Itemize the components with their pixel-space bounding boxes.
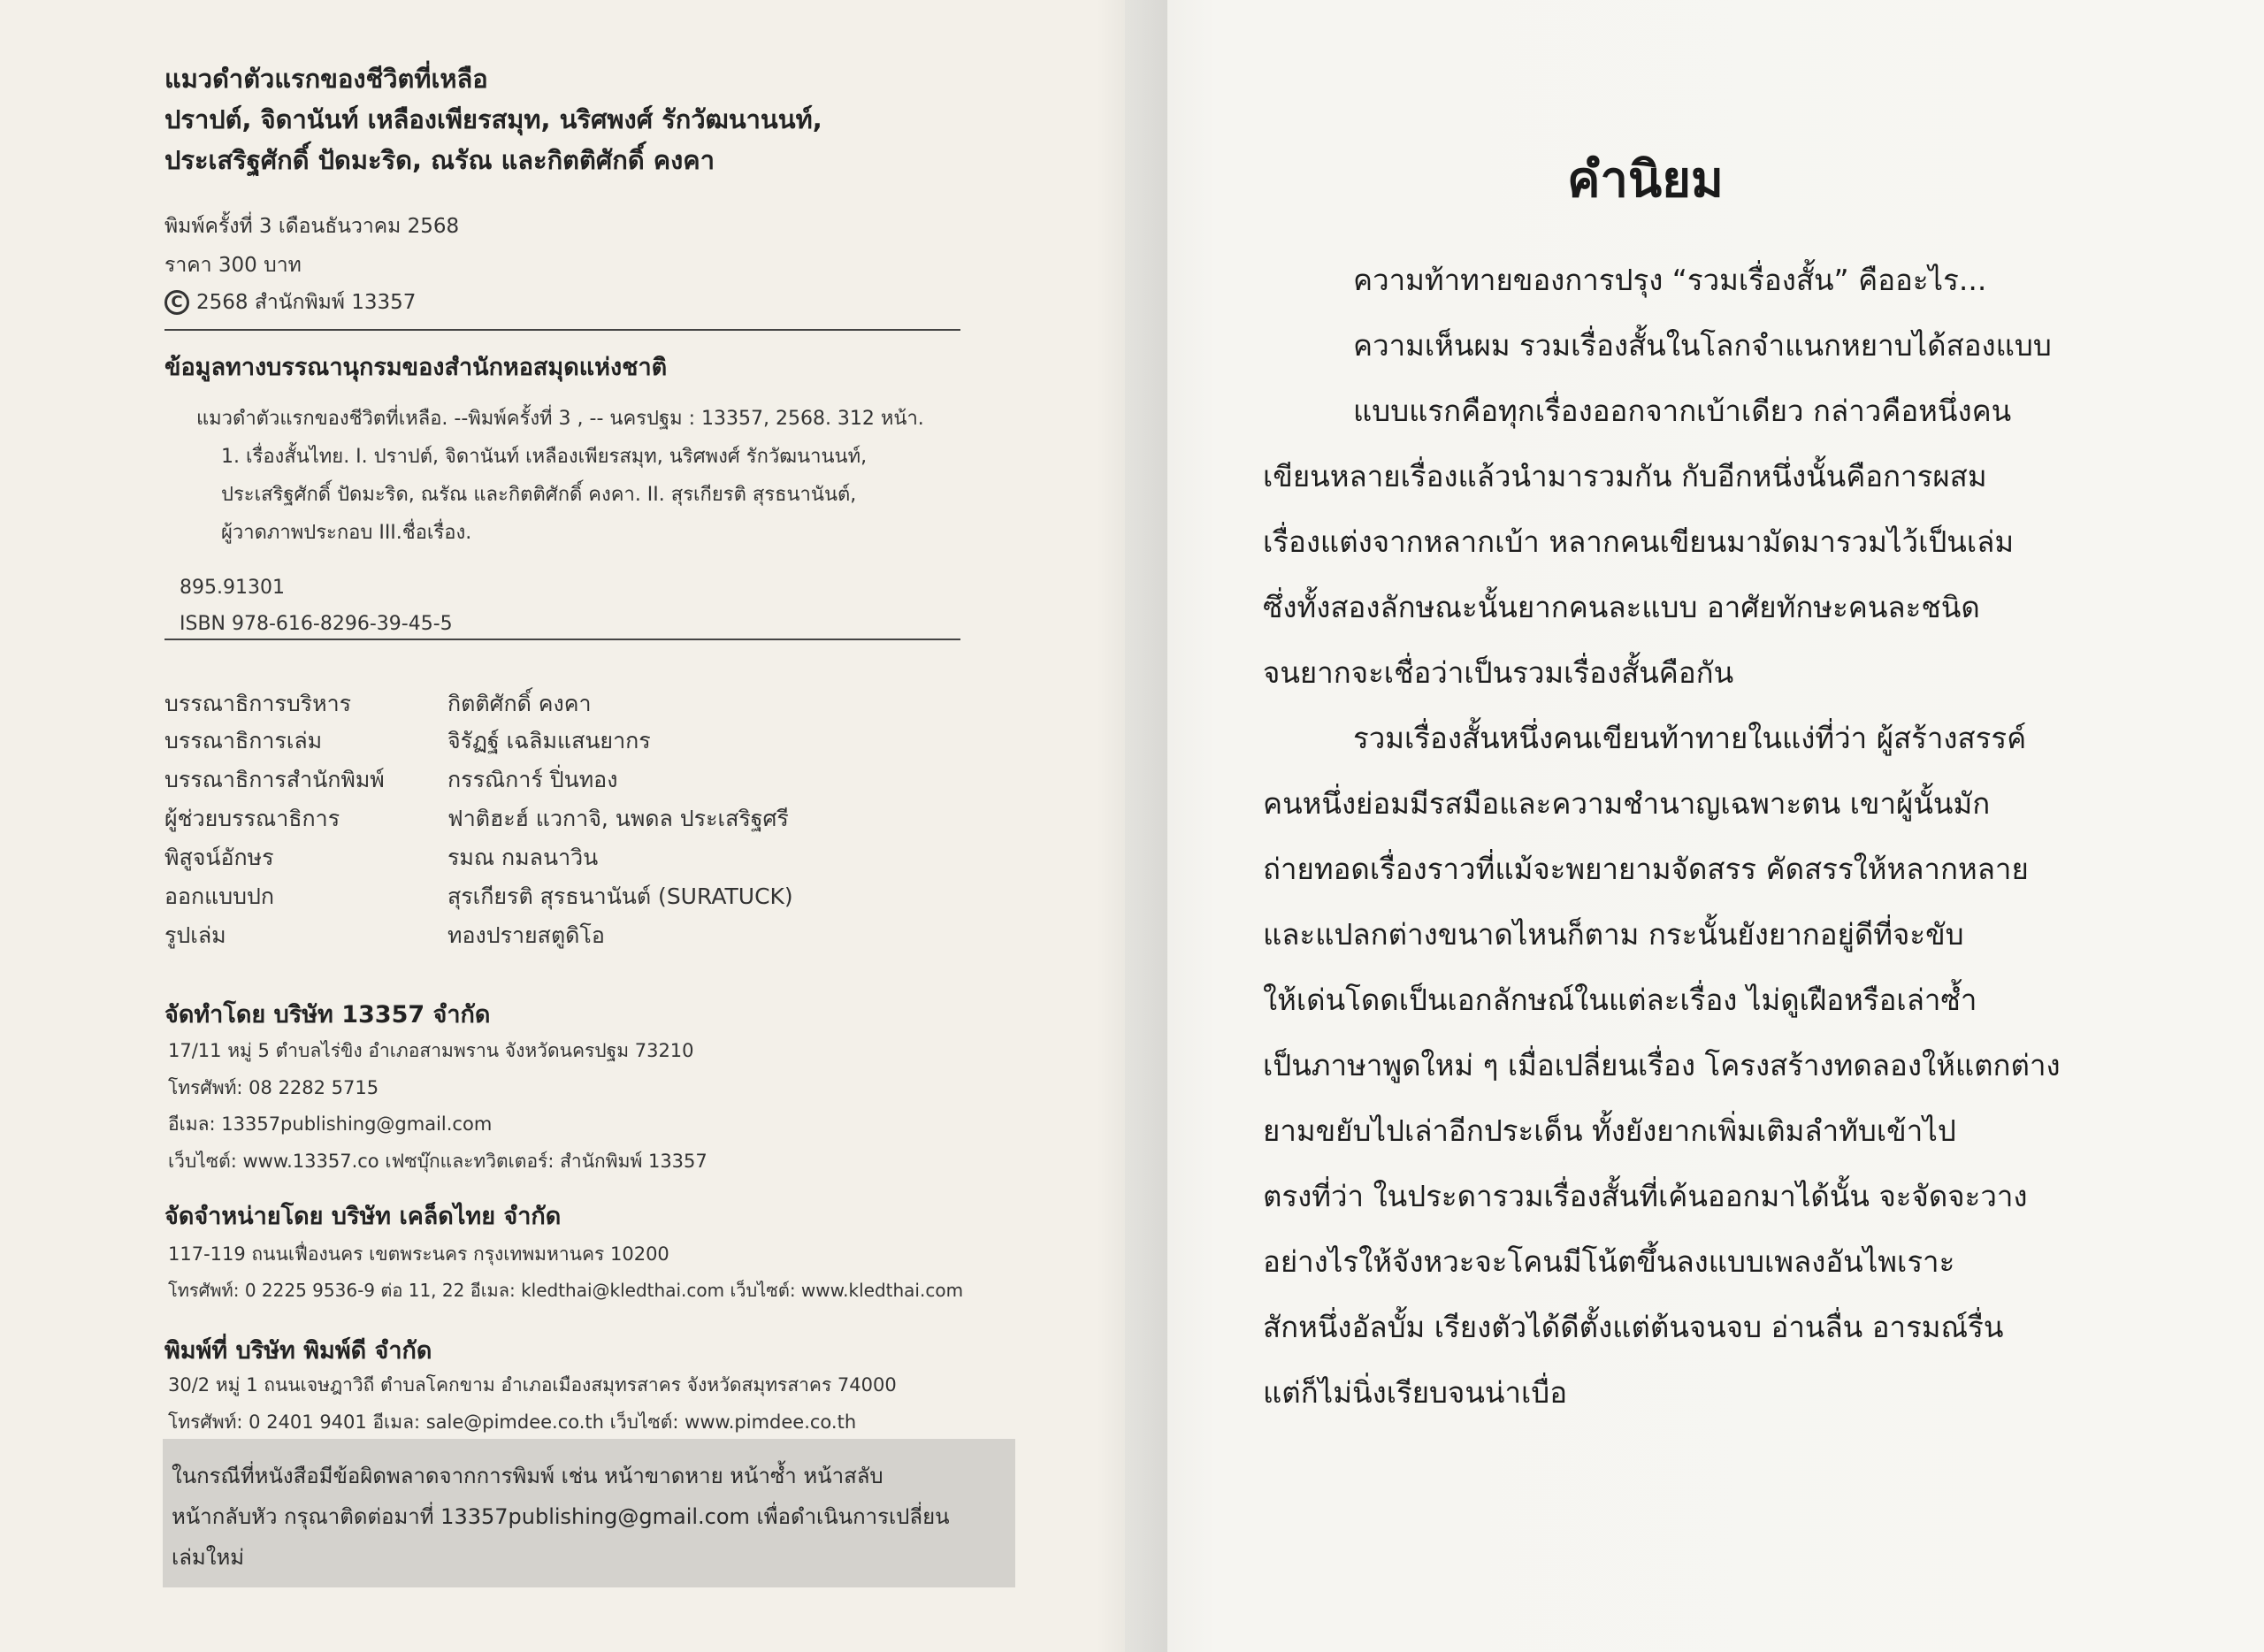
staff-role: บรรณาธิการสำนักพิมพ์ bbox=[164, 767, 385, 792]
catalog-line: แมวดำตัวแรกของชีวิตที่เหลือ. --พิมพ์ครั้งที่ 3 , -- นครปฐม : 13357, 2568. 312 หน้า. bbox=[196, 408, 924, 430]
foreword-line: คนหนึ่งย่อมมีรสมือและความชำนาญเฉพาะตน เขาผู้นั้นมัก bbox=[1263, 786, 1991, 821]
foreword-line: และแปลกต่างขนาดไหนก็ตาม กระนั้นยังยากอยู่ดีที่จะขับ bbox=[1263, 917, 1964, 952]
foreword-line: เขียนหลายเรื่องแล้วนำมารวมกัน กับอีกหนึ่งนั้นคือการผสม bbox=[1263, 459, 1987, 493]
catalog-heading: ข้อมูลทางบรรณานุกรมของสำนักหอสมุดแห่งชาติ bbox=[164, 354, 668, 381]
foreword-line: ความท้าทายของการปรุง “รวมเรื่องสั้น” คืออะไร... bbox=[1353, 263, 1987, 297]
distributor-address: 117-119 ถนนเฟื่องนคร เขตพระนคร กรุงเทพมหานคร 10200 bbox=[168, 1243, 669, 1265]
catalog-line: ประเสริฐศักดิ์ ปัดมะริด, ณรัณ และกิตติศักดิ์ คงคา. II. สุรเกียรติ สุรธนานันต์, bbox=[221, 484, 857, 506]
foreword-line: ถ่ายทอดเรื่องราวที่แม้จะพยายามจัดสรร คัดสรรให้หลากหลาย bbox=[1263, 852, 2029, 886]
producer-address: 17/11 หมู่ 5 ตำบลไร่ขิง อำเภอสามพราน จังหวัดนครปฐม 73210 bbox=[168, 1040, 694, 1061]
foreword-line: ให้เด่นโดดเป็นเอกลักษณ์ในแต่ละเรื่อง ไม่ดูเฝือหรือเล่าซ้ำ bbox=[1263, 983, 1977, 1017]
distributor-heading: จัดจำหน่ายโดย บริษัท เคล็ดไทย จำกัด bbox=[164, 1203, 562, 1230]
foreword-line: เรื่องแต่งจากหลากเบ้า หลากคนเขียนมามัดมารวมไว้เป็นเล่ม bbox=[1263, 524, 2015, 559]
printer-contact: โทรศัพท์: 0 2401 9401 อีเมล: sale@pimdee.co.th เว็บไซต์: www.pimdee.co.th bbox=[168, 1411, 857, 1433]
printer-address: 30/2 หมู่ 1 ถนนเจษฎาวิถี ตำบลโคกขาม อำเภอเมืองสมุทรสาคร จังหวัดสมุทรสาคร 74000 bbox=[168, 1374, 897, 1396]
foreword-line: ซึ่งทั้งสองลักษณะนั้นยากคนละแบบ อาศัยทักษะคนละชนิด bbox=[1263, 590, 1980, 624]
producer-phone: โทรศัพท์: 08 2282 5715 bbox=[168, 1077, 379, 1098]
foreword-line: ความเห็นผม รวมเรื่องสั้นในโลกจำแนกหยาบได้สองแบบ bbox=[1353, 328, 2052, 363]
edition-line: พิมพ์ครั้งที่ 3 เดือนธันวาคม 2568 bbox=[164, 215, 460, 238]
isbn: ISBN 978-616-8296-39-45-5 bbox=[180, 613, 453, 635]
staff-role: บรรณาธิการเล่ม bbox=[164, 728, 323, 753]
foreword-line: ยามขยับไปเล่าอีกประเด็น ทั้งยังยากเพิ่มเติมลำทับเข้าไป bbox=[1263, 1113, 1956, 1148]
foreword-line: เป็นภาษาพูดใหม่ ๆ เมื่อเปลี่ยนเรื่อง โครงสร้างทดลองให้แตกต่าง bbox=[1263, 1048, 2061, 1082]
foreword-line: ตรงที่ว่า ในประดารวมเรื่องสั้นที่เค้นออกมาได้นั้น จะจัดจะวาง bbox=[1263, 1179, 2028, 1213]
catalog-bottom-rule bbox=[164, 639, 960, 640]
copyright-line bbox=[164, 287, 416, 318]
producer-heading: จัดทำโดย บริษัท 13357 จำกัด bbox=[164, 1001, 491, 1029]
catalog-line: ผู้วาดภาพประกอบ III.ชื่อเรื่อง. bbox=[221, 522, 472, 544]
foreword-line: แต่ก็ไม่นิ่งเรียบจนน่าเบื่อ bbox=[1263, 1375, 1568, 1410]
foreword-title: คำนิยม bbox=[1567, 151, 1724, 209]
staff-name: กิตติศักดิ์ คงคา bbox=[447, 691, 592, 716]
foreword-line: สักหนึ่งอัลบั้ม เรียงตัวได้ดีตั้งแต่ต้นจนจบ อ่านลื่น อารมณ์รื่น bbox=[1263, 1310, 2004, 1344]
notice-line: ในกรณีที่หนังสือมีข้อผิดพลาดจากการพิมพ์ เช่น หน้าขาดหาย หน้าซ้ำ หน้าสลับ bbox=[172, 1464, 883, 1488]
price-line: ราคา 300 บาท bbox=[164, 254, 302, 277]
foreword-line: จนยากจะเชื่อว่าเป็นรวมเรื่องสั้นคือกัน bbox=[1263, 655, 1734, 690]
foreword-line: รวมเรื่องสั้นหนึ่งคนเขียนท้าทายในแง่ที่ว่า ผู้สร้างสรรค์ bbox=[1353, 721, 2027, 755]
staff-name: ฟาติฮะฮ์ แวกาจิ, นพดล ประเสริฐศรี bbox=[447, 806, 789, 831]
distributor-contact: โทรศัพท์: 0 2225 9536-9 ต่อ 11, 22 อีเมล: kledthai@kledthai.com เว็บไซต์: www.kledthai.com bbox=[168, 1280, 964, 1301]
notice-line: หน้ากลับหัว กรุณาติดต่อมาที่ 13357publishing@gmail.com เพื่อดำเนินการเปลี่ยน bbox=[172, 1504, 950, 1529]
producer-email: อีเมล: 13357publishing@gmail.com bbox=[168, 1113, 493, 1135]
class-number: 895.91301 bbox=[180, 577, 285, 599]
staff-name: กรรณิการ์ ปิ่นทอง bbox=[447, 767, 618, 792]
catalog-top-rule bbox=[164, 329, 960, 331]
staff-role: ผู้ช่วยบรรณาธิการ bbox=[164, 806, 340, 831]
staff-role: บรรณาธิการบริหาร bbox=[164, 691, 352, 716]
foreword-line: อย่างไรให้จังหวะจะโคนมีโน้ตขึ้นลงแบบเพลงอันไพเราะ bbox=[1263, 1244, 1955, 1279]
copyright-icon: C bbox=[164, 290, 189, 315]
copyright-text: 2568 สำนักพิมพ์ 13357 bbox=[196, 291, 417, 314]
catalog-line: 1. เรื่องสั้นไทย. I. ปราปต์, จิดานันท์ เหลืองเพียรสมุท, นริศพงศ์ รักวัฒนานนท์, bbox=[221, 446, 868, 468]
book-title: แมวดำตัวแรกของชีวิตที่เหลือ bbox=[164, 64, 488, 94]
staff-name: สุรเกียรติ สุรธนานันต์ (SURATUCK) bbox=[447, 883, 793, 909]
authors-line-2: ประเสริฐศักดิ์ ปัดมะริด, ณรัณ และกิตติศักดิ์ คงคา bbox=[164, 145, 715, 175]
staff-role: พิสูจน์อักษร bbox=[164, 845, 274, 870]
staff-role: ออกแบบปก bbox=[164, 883, 275, 909]
staff-name: รมณ กมลนาวิน bbox=[447, 845, 599, 870]
staff-role: รูปเล่ม bbox=[164, 922, 226, 948]
producer-website: เว็บไซต์: www.13357.co เฟซบุ๊กและทวิตเตอร์: สำนักพิมพ์ 13357 bbox=[168, 1151, 708, 1172]
imprint-page bbox=[0, 0, 1125, 1652]
notice-line: เล่มใหม่ bbox=[172, 1545, 245, 1570]
authors-line-1: ปราปต์, จิดานันท์ เหลืองเพียรสมุท, นริศพงศ์ รักวัฒนานนท์, bbox=[164, 104, 822, 134]
staff-name: ทองปรายสตูดิโอ bbox=[447, 922, 605, 948]
misprint-notice-box bbox=[163, 1439, 1015, 1587]
printer-heading: พิมพ์ที่ บริษัท พิมพ์ดี จำกัด bbox=[164, 1337, 432, 1365]
foreword-line: แบบแรกคือทุกเรื่องออกจากเบ้าเดียว กล่าวคือหนึ่งคน bbox=[1353, 394, 2012, 428]
staff-name: จิรัฏฐ์ เฉลิมแสนยากร bbox=[447, 728, 651, 753]
